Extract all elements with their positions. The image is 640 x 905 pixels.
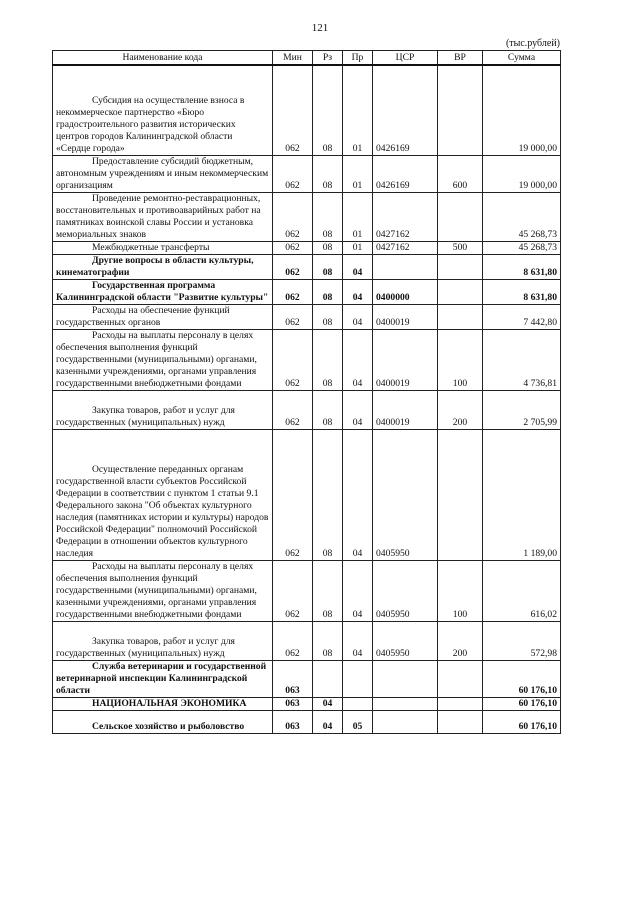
table-row bbox=[53, 280, 561, 305]
row-vr: 100 bbox=[438, 561, 483, 622]
row-sum: 1 189,00 bbox=[483, 430, 561, 561]
row-csr bbox=[373, 711, 438, 734]
budget-table bbox=[52, 50, 561, 734]
row-name: НАЦИОНАЛЬНАЯ ЭКОНОМИКА bbox=[53, 698, 273, 711]
row-name: Закупка товаров, работ и услуг для государственных (муниципальных) нужд bbox=[53, 391, 273, 430]
row-rz bbox=[313, 661, 343, 698]
row-name: Осуществление переданных органам государственной власти субъектов Российской Федерации в соответствии с пунктом 1 статьи 9.1 Федерального закона "Об объектах культурного наследия (памятниках истории и культуры) народов Российской Федерации" полномочий Российской Федерации в отношении объектов культурного наследия bbox=[53, 430, 273, 561]
row-sum: 572,98 bbox=[483, 622, 561, 661]
row-csr: 0405950 bbox=[373, 561, 438, 622]
table-row bbox=[53, 711, 561, 734]
row-name: Другие вопросы в области культуры, кинематографии bbox=[53, 255, 273, 280]
row-sum: 60 176,10 bbox=[483, 698, 561, 711]
row-min: 062 bbox=[273, 193, 313, 242]
row-csr: 0400019 bbox=[373, 391, 438, 430]
row-sum: 45 268,73 bbox=[483, 193, 561, 242]
table-row bbox=[53, 156, 561, 193]
row-name: Расходы на обеспечение функций государственных органов bbox=[53, 305, 273, 330]
row-name: Субсидия на осуществление взноса в некоммерческое партнерство «Бюро градостроительного развития исторических центров городов Калининградской области «Сердце города» bbox=[53, 65, 273, 156]
row-rz: 08 bbox=[313, 391, 343, 430]
row-min: 063 bbox=[273, 711, 313, 734]
row-pr: 04 bbox=[343, 305, 373, 330]
row-pr bbox=[343, 661, 373, 698]
row-min: 062 bbox=[273, 622, 313, 661]
row-csr bbox=[373, 698, 438, 711]
row-csr bbox=[373, 255, 438, 280]
row-sum: 19 000,00 bbox=[483, 65, 561, 156]
row-pr: 01 bbox=[343, 193, 373, 242]
row-pr: 04 bbox=[343, 255, 373, 280]
row-rz: 08 bbox=[313, 430, 343, 561]
row-vr bbox=[438, 698, 483, 711]
column-header-vr: ВР bbox=[438, 51, 483, 66]
page-number: 121 bbox=[311, 22, 329, 34]
row-name: Государственная программа Калининградской области "Развитие культуры" bbox=[53, 280, 273, 305]
row-rz: 04 bbox=[313, 711, 343, 734]
column-header-name: Наименование кода bbox=[53, 51, 273, 66]
row-csr: 0400019 bbox=[373, 305, 438, 330]
row-csr: 0405950 bbox=[373, 430, 438, 561]
row-rz: 08 bbox=[313, 330, 343, 391]
row-vr: 600 bbox=[438, 156, 483, 193]
row-min: 062 bbox=[273, 330, 313, 391]
table-row bbox=[53, 255, 561, 280]
column-header-csr: ЦСР bbox=[373, 51, 438, 66]
row-pr: 05 bbox=[343, 711, 373, 734]
row-csr: 0400000 bbox=[373, 280, 438, 305]
table-header-row bbox=[53, 51, 561, 66]
row-vr bbox=[438, 65, 483, 156]
row-rz: 08 bbox=[313, 280, 343, 305]
row-rz: 08 bbox=[313, 561, 343, 622]
row-name: Закупка товаров, работ и услуг для государственных (муниципальных) нужд bbox=[53, 622, 273, 661]
table-row bbox=[53, 698, 561, 711]
row-sum: 8 631,80 bbox=[483, 280, 561, 305]
row-sum: 45 268,73 bbox=[483, 242, 561, 255]
row-name: Служба ветеринарии и государственной ветеринарной инспекции Калининградской области bbox=[53, 661, 273, 698]
row-min: 062 bbox=[273, 305, 313, 330]
row-min: 062 bbox=[273, 242, 313, 255]
table-row bbox=[53, 330, 561, 391]
row-sum: 19 000,00 bbox=[483, 156, 561, 193]
row-pr: 01 bbox=[343, 156, 373, 193]
row-name: Межбюджетные трансферты bbox=[53, 242, 273, 255]
row-min: 062 bbox=[273, 65, 313, 156]
row-sum: 60 176,10 bbox=[483, 711, 561, 734]
row-rz: 08 bbox=[313, 65, 343, 156]
column-header-sum: Сумма bbox=[483, 51, 561, 66]
row-sum: 60 176,10 bbox=[483, 661, 561, 698]
table-row bbox=[53, 661, 561, 698]
row-pr: 04 bbox=[343, 280, 373, 305]
row-csr bbox=[373, 661, 438, 698]
row-name: Предоставление субсидий бюджетным, автономным учреждениям и иным некоммерческим организациям bbox=[53, 156, 273, 193]
row-min: 063 bbox=[273, 698, 313, 711]
row-min: 062 bbox=[273, 391, 313, 430]
table-row bbox=[53, 305, 561, 330]
row-min: 063 bbox=[273, 661, 313, 698]
row-vr bbox=[438, 305, 483, 330]
row-pr: 04 bbox=[343, 561, 373, 622]
row-sum: 4 736,81 bbox=[483, 330, 561, 391]
table-row bbox=[53, 193, 561, 242]
table-row bbox=[53, 391, 561, 430]
table-row bbox=[53, 65, 561, 156]
row-csr: 0426169 bbox=[373, 156, 438, 193]
row-pr: 01 bbox=[343, 65, 373, 156]
row-csr: 0405950 bbox=[373, 622, 438, 661]
row-vr: 500 bbox=[438, 242, 483, 255]
row-sum: 616,02 bbox=[483, 561, 561, 622]
row-vr bbox=[438, 711, 483, 734]
row-name: Проведение ремонтно-реставрационных, восстановительных и противоаварийных работ на памятниках воинской славы России и установка мемориальных знаков bbox=[53, 193, 273, 242]
row-rz: 04 bbox=[313, 698, 343, 711]
row-name: Расходы на выплаты персоналу в целях обеспечения выполнения функций государственными (муниципальными) органами, казенными учреждениями, органами управления государственными внебюджетными фондами bbox=[53, 330, 273, 391]
row-vr bbox=[438, 661, 483, 698]
row-csr: 0427162 bbox=[373, 242, 438, 255]
row-csr: 0427162 bbox=[373, 193, 438, 242]
row-min: 062 bbox=[273, 280, 313, 305]
row-csr: 0400019 bbox=[373, 330, 438, 391]
column-header-rz: Рз bbox=[313, 51, 343, 66]
column-header-min: Мин bbox=[273, 51, 313, 66]
row-csr: 0426169 bbox=[373, 65, 438, 156]
row-pr: 04 bbox=[343, 622, 373, 661]
row-rz: 08 bbox=[313, 193, 343, 242]
row-rz: 08 bbox=[313, 255, 343, 280]
row-min: 062 bbox=[273, 561, 313, 622]
row-vr: 200 bbox=[438, 622, 483, 661]
units-label: (тыс.рублей) bbox=[505, 38, 560, 49]
row-pr: 04 bbox=[343, 330, 373, 391]
row-vr: 200 bbox=[438, 391, 483, 430]
row-min: 062 bbox=[273, 430, 313, 561]
column-header-pr: Пр bbox=[343, 51, 373, 66]
row-min: 062 bbox=[273, 255, 313, 280]
row-vr bbox=[438, 255, 483, 280]
row-pr bbox=[343, 698, 373, 711]
table-row bbox=[53, 561, 561, 622]
row-vr bbox=[438, 193, 483, 242]
table-row bbox=[53, 622, 561, 661]
row-vr bbox=[438, 280, 483, 305]
row-rz: 08 bbox=[313, 622, 343, 661]
row-name: Сельское хозяйство и рыболовство bbox=[53, 711, 273, 734]
row-pr: 04 bbox=[343, 391, 373, 430]
row-min: 062 bbox=[273, 156, 313, 193]
row-pr: 04 bbox=[343, 430, 373, 561]
row-rz: 08 bbox=[313, 156, 343, 193]
table-row bbox=[53, 242, 561, 255]
row-sum: 7 442,80 bbox=[483, 305, 561, 330]
row-vr: 100 bbox=[438, 330, 483, 391]
row-pr: 01 bbox=[343, 242, 373, 255]
row-rz: 08 bbox=[313, 305, 343, 330]
row-vr bbox=[438, 430, 483, 561]
row-name: Расходы на выплаты персоналу в целях обеспечения выполнения функций государственными (муниципальными) органами, казенными учреждениями, органами управления государственными внебюджетными фондами bbox=[53, 561, 273, 622]
table-row bbox=[53, 430, 561, 561]
row-sum: 8 631,80 bbox=[483, 255, 561, 280]
row-sum: 2 705,99 bbox=[483, 391, 561, 430]
row-rz: 08 bbox=[313, 242, 343, 255]
